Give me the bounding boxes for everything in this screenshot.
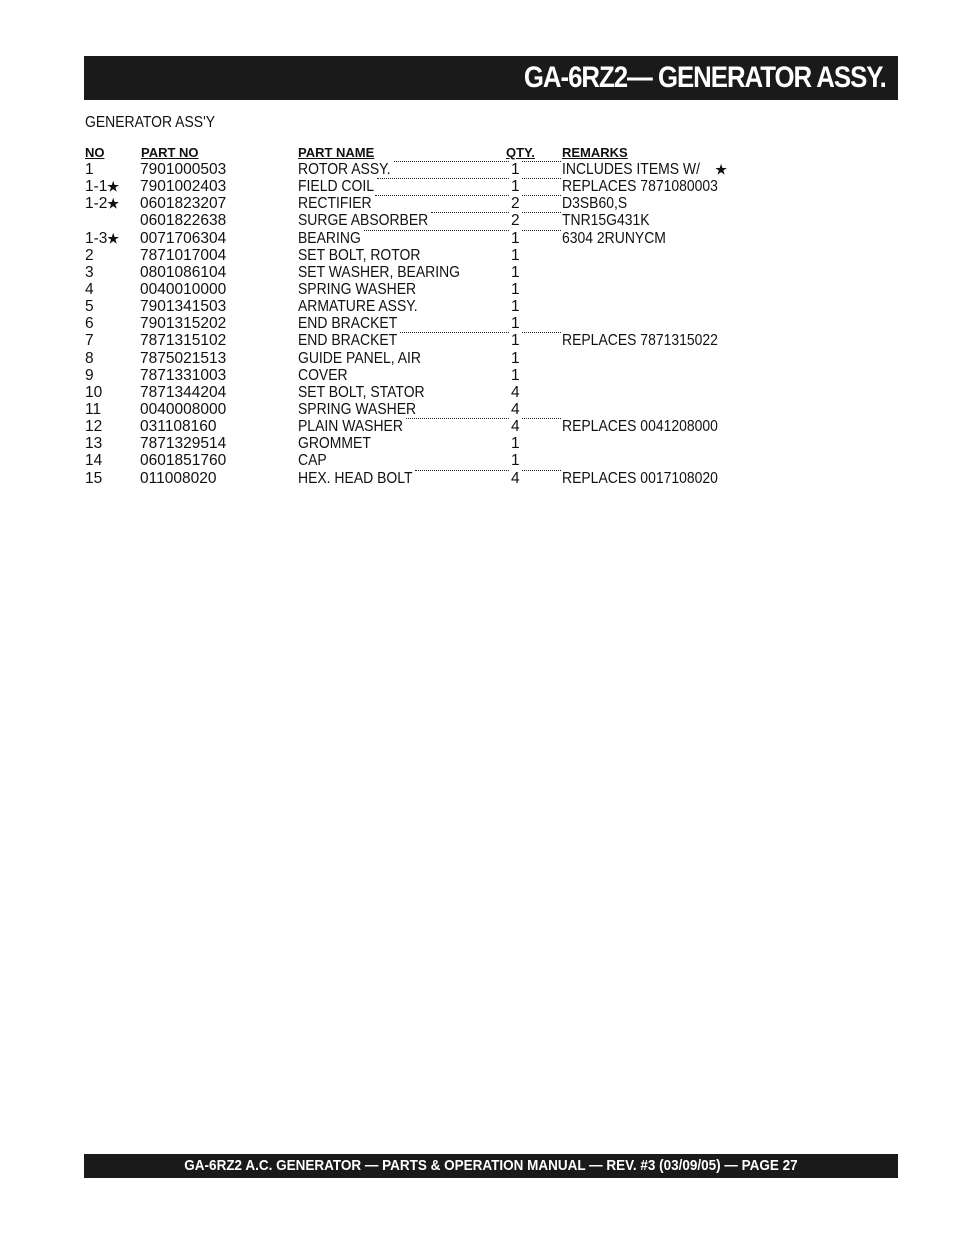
remarks: 6304 2RUNYCM [562, 229, 666, 247]
quantity: 1 [511, 452, 520, 470]
remarks: INCLUDES ITEMS W/★ [562, 161, 727, 178]
quantity: 4 [511, 418, 520, 436]
part-name: ROTOR ASSY. [298, 161, 391, 178]
table-row [0, 350, 954, 367]
dot-leader [406, 418, 509, 419]
dot-leader [431, 212, 509, 213]
quantity: 1 [511, 263, 520, 281]
remarks: TNR15G431K [562, 212, 650, 230]
part-name: COVER [298, 366, 348, 384]
part-number: 7875021513 [140, 349, 227, 367]
column-header-qty: QTY. [506, 145, 535, 160]
item-number: 1-3★ [85, 229, 120, 247]
part-name: SPRING WASHER [298, 280, 417, 298]
part-number: 0801086104 [140, 263, 227, 281]
part-name: RECTIFIER [298, 195, 372, 213]
table-row [0, 264, 954, 281]
item-number: 11 [85, 400, 102, 418]
dot-leader [522, 212, 561, 213]
remarks: REPLACES 0041208000 [562, 418, 718, 436]
quantity: 2 [511, 195, 520, 213]
item-number: 10 [85, 383, 103, 401]
part-name: SET BOLT, ROTOR [298, 246, 421, 264]
column-header-part-no: PART NO [141, 145, 199, 160]
table-row [0, 401, 954, 418]
part-name: SET BOLT, STATOR [298, 383, 425, 401]
part-number: 7901315202 [140, 315, 227, 333]
part-number: 7871344204 [140, 383, 227, 401]
remarks: REPLACES 7871315022 [562, 332, 718, 350]
part-name: END BRACKET [298, 332, 398, 350]
item-number: 13 [85, 435, 103, 453]
part-number: 7901000503 [140, 161, 227, 178]
table-row [0, 230, 954, 247]
part-number: 7901341503 [140, 298, 227, 316]
dot-leader [522, 195, 561, 196]
quantity: 1 [511, 178, 520, 196]
dot-leader [364, 230, 509, 231]
parts-list [0, 144, 954, 487]
part-name: SURGE ABSORBER [298, 212, 429, 230]
quantity: 1 [511, 280, 520, 298]
item-number: 4 [85, 280, 94, 298]
table-row [0, 384, 954, 401]
table-row [0, 195, 954, 212]
item-number: 8 [85, 349, 94, 367]
quantity: 1 [511, 332, 520, 350]
footer-bar [84, 1154, 898, 1178]
item-number: 1-2★ [85, 195, 120, 213]
quantity: 2 [511, 212, 520, 230]
part-number: 0601851760 [140, 452, 227, 470]
quantity: 4 [511, 400, 520, 418]
part-number: 0601823207 [140, 195, 227, 213]
quantity: 1 [511, 349, 520, 367]
quantity: 1 [511, 315, 520, 333]
item-number: 15 [85, 469, 103, 487]
dot-leader [375, 195, 509, 196]
quantity: 1 [511, 229, 520, 247]
item-number: 2 [85, 246, 94, 264]
star-icon: ★ [715, 162, 727, 177]
dot-leader [394, 161, 509, 162]
page-footer: GA-6RZ2 A.C. GENERATOR — PARTS & OPERATION MANUAL — REV. #3 (03/09/05) — PAGE 27 [184, 1157, 798, 1174]
item-number: 6 [85, 315, 94, 333]
parts-list-header [0, 144, 954, 161]
part-name: SET WASHER, BEARING [298, 263, 461, 281]
table-row [0, 161, 954, 178]
part-number: 7871331003 [140, 366, 227, 384]
part-number: 0040010000 [140, 280, 227, 298]
item-number: 1 [85, 161, 94, 178]
dot-leader [377, 178, 509, 179]
dot-leader [400, 332, 509, 333]
part-name: END BRACKET [298, 315, 398, 333]
quantity: 1 [511, 366, 520, 384]
column-header-remarks: REMARKS [562, 145, 628, 160]
item-number: 1-1★ [85, 178, 120, 196]
star-icon: ★ [107, 196, 120, 212]
part-name: GROMMET [298, 435, 371, 453]
part-name: PLAIN WASHER [298, 418, 403, 436]
table-row [0, 367, 954, 384]
star-icon: ★ [107, 230, 120, 246]
item-number: 3 [85, 263, 94, 281]
table-row [0, 281, 954, 298]
table-row [0, 418, 954, 435]
part-name: ARMATURE ASSY. [298, 298, 418, 316]
part-number: 7871329514 [140, 435, 227, 453]
quantity: 1 [511, 161, 520, 178]
part-name: BEARING [298, 229, 361, 247]
part-number: 011008020 [140, 469, 217, 487]
table-row [0, 470, 954, 487]
item-number: 9 [85, 366, 94, 384]
dot-leader [522, 470, 561, 471]
dot-leader [522, 230, 561, 231]
item-number: 12 [85, 418, 103, 436]
part-name: SPRING WASHER [298, 400, 417, 418]
table-row [0, 298, 954, 315]
table-row [0, 315, 954, 332]
table-row [0, 212, 954, 229]
quantity: 1 [511, 298, 520, 316]
dot-leader [522, 161, 561, 162]
part-number: 0071706304 [140, 229, 227, 247]
table-row [0, 332, 954, 349]
dot-leader [522, 332, 561, 333]
table-row [0, 178, 954, 195]
section-title: GENERATOR ASS'Y [85, 114, 216, 131]
page-title: GA-6RZ2— GENERATOR ASSY. [524, 61, 886, 94]
column-header-part-name: PART NAME [298, 145, 375, 160]
table-row [0, 247, 954, 264]
part-name: FIELD COIL [298, 178, 374, 196]
part-number: 7871315102 [140, 332, 227, 350]
quantity: 4 [511, 383, 520, 401]
part-number: 0601822638 [140, 212, 227, 230]
quantity: 1 [511, 435, 520, 453]
quantity: 4 [511, 469, 520, 487]
dot-leader [522, 178, 561, 179]
item-number: 7 [85, 332, 94, 350]
table-row [0, 435, 954, 452]
part-name: CAP [298, 452, 327, 470]
part-number: 7871017004 [140, 246, 227, 264]
part-number: 0040008000 [140, 400, 227, 418]
dot-leader [415, 470, 509, 471]
item-number: 14 [85, 452, 103, 470]
remarks: REPLACES 0017108020 [562, 469, 718, 487]
dot-leader [522, 418, 561, 419]
title-bar [84, 56, 898, 100]
parts-list-body [0, 161, 954, 487]
quantity: 1 [511, 246, 520, 264]
remarks: REPLACES 7871080003 [562, 178, 718, 196]
column-header-no: NO [85, 145, 105, 160]
part-name: HEX. HEAD BOLT [298, 469, 413, 487]
part-number: 7901002403 [140, 178, 227, 196]
part-name: GUIDE PANEL, AIR [298, 349, 422, 367]
part-number: 031108160 [140, 418, 217, 436]
item-number: 5 [85, 298, 94, 316]
table-row [0, 452, 954, 469]
star-icon: ★ [107, 179, 120, 195]
remarks: D3SB60,S [562, 195, 628, 213]
